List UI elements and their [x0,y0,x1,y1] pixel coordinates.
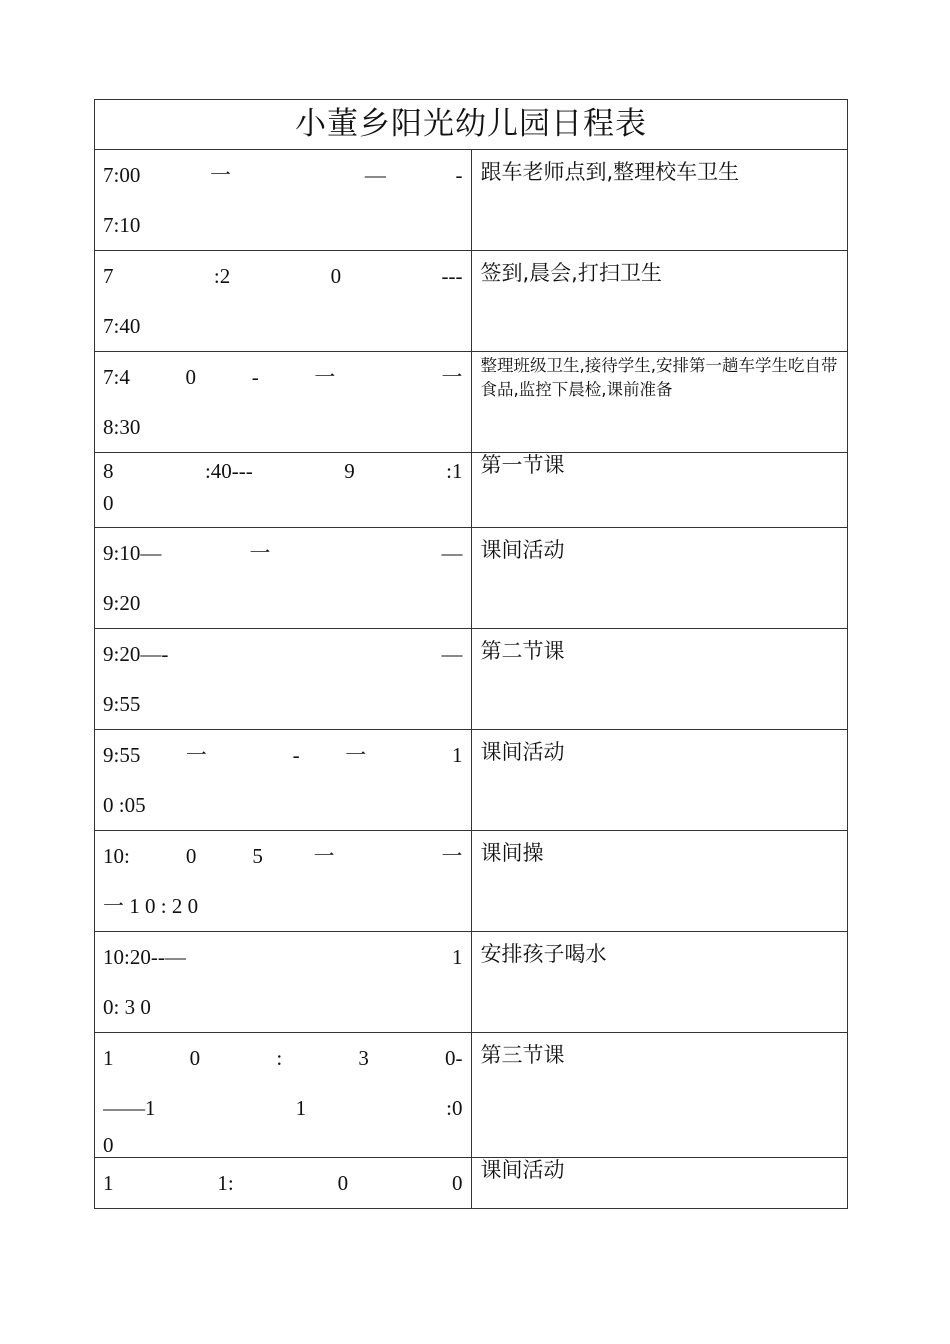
time-line: 9:55 一 - 一 1 [103,743,463,767]
time-cell [95,528,472,629]
activity-cell: 课间活动 [471,528,848,629]
time-line: 0: 3 0 [103,995,151,1019]
activity-cell: 第二节课 [471,629,848,730]
time-line: 一 1 0 : 2 0 [103,894,199,918]
table-row [95,1033,848,1158]
activity-cell: 课间活动 [471,730,848,831]
time-line: 8:30 [103,415,141,439]
time-cell [95,251,472,352]
table-row [95,932,848,1033]
time-cell [95,150,472,251]
time-cell [95,730,472,831]
time-line: 0 [103,491,114,515]
time-line: 7:10 [103,213,141,237]
time-line: 7:4 0 - 一 一 [103,365,463,389]
title-row [95,100,848,150]
time-line: 7:00 一 — - [103,163,463,187]
activity-cell: 签到,晨会,打扫卫生 [471,251,848,352]
time-cell [95,629,472,730]
time-cell [95,453,472,528]
table-row [95,528,848,629]
time-cell [95,352,472,453]
activity-cell: 第三节课 [471,1033,848,1158]
activity-cell: 课间活动 [471,1158,848,1209]
time-line: 1 0 : 3 0- [103,1046,463,1070]
time-line: 9:20 [103,591,141,615]
time-line: 1 1: 0 0 [103,1171,463,1195]
activity-cell: 课间操 [471,831,848,932]
time-line: 9:55 [103,692,141,716]
time-line: 10: 0 5一 一 [103,844,463,868]
time-line: 0 [103,1133,114,1157]
table-row [95,831,848,932]
time-line: 9:20—- — [103,642,463,666]
time-line: 10:20--— 1 [103,945,463,969]
time-cell [95,1033,472,1158]
table-row [95,453,848,528]
table-row [95,629,848,730]
table-row [95,730,848,831]
time-line: 9:10— 一 — [103,541,463,565]
table-row [95,150,848,251]
time-line: 8 :40--- 9 :1 [103,459,463,483]
table-row [95,1158,848,1209]
schedule-table [94,99,848,1209]
schedule-title: 小董乡阳光幼儿园日程表 [95,100,848,150]
activity-cell: 整理班级卫生,接待学生,安排第一趟车学生吃自带食品,监控下晨检,课前准备 [471,352,848,453]
time-cell [95,1158,472,1209]
time-line: 7:40 [103,314,141,338]
time-cell [95,831,472,932]
activity-cell: 安排孩子喝水 [471,932,848,1033]
time-line: ——1 1 :0 [103,1096,463,1120]
time-line: 7 :2 0 --- [103,264,463,288]
activity-cell: 第一节课 [471,453,848,528]
time-line: 0 :05 [103,793,146,817]
activity-cell: 跟车老师点到,整理校车卫生 [471,150,848,251]
table-row [95,251,848,352]
table-row [95,352,848,453]
time-cell [95,932,472,1033]
